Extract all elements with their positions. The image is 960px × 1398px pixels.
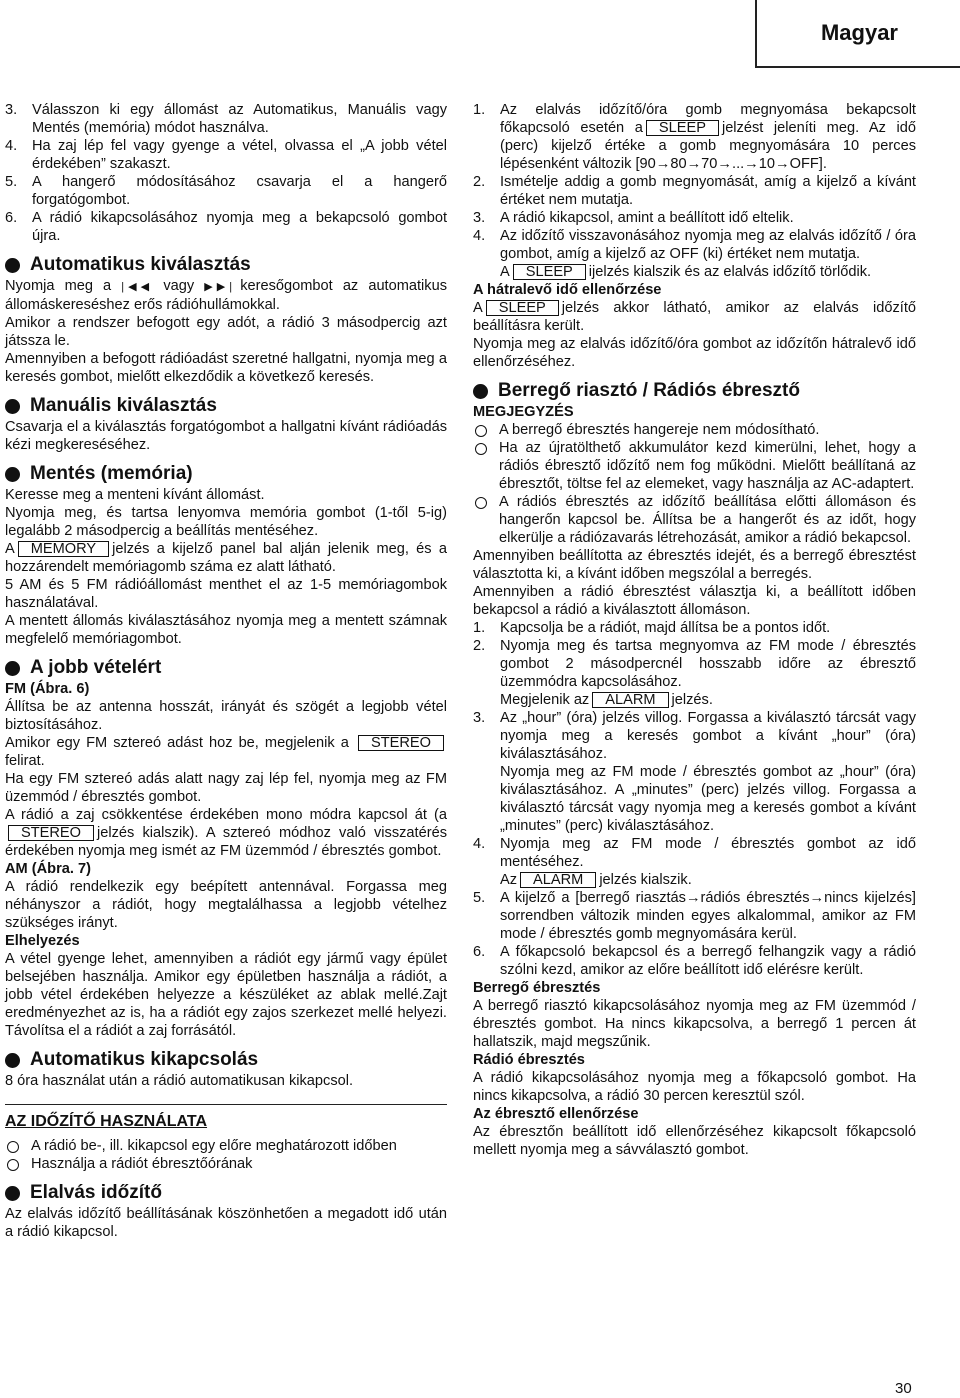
sleep-step-1: 1. Az elalvás időzítő/óra gomb megnyomása bekapcsolt főkapcsoló esetén a SLEEP jelzést jeleníti meg. Az idő (perc) kijelző értéke a gomb megnyomására 10 perces lépésenként változik [90→80→70→...→10→OFF]. (473, 102, 917, 172)
alarm-check-subheading: Az ébresztő ellenőrzése (473, 1106, 639, 1122)
alarm-text-2: Amennyiben a rádió ébresztést választja ki, a beállított időben bekapcsol a rádió a kiválasztott állomáson. (473, 584, 916, 618)
bullet-dot-icon (5, 258, 20, 273)
fm-text-3: Ha egy FM sztereó adás alatt nagy zaj lép fel, nyomja meg az FM üzemmód / ébresztés gombot. (5, 771, 447, 805)
alarm-text-1: Amennyiben beállította az ébresztés idejét, és a berregő ébresztést választotta ki, a kívánt időben megszólal a berregés. (473, 548, 916, 582)
stereo-indicator: STEREO (8, 825, 94, 841)
memory-text-1: Keresse meg a menteni kívánt állomást. (5, 487, 265, 503)
notes-subheading: MEGJEGYZÉS (473, 404, 574, 420)
manual-select-heading: Manuális kiválasztás (5, 394, 447, 418)
remaining-subheading: A hátralevő idő ellenőrzése (473, 282, 662, 298)
right-column (473, 101, 916, 1159)
bullet-dot-icon (5, 661, 20, 676)
next-track-icon: ▶▶| (204, 281, 231, 293)
timer-section-title: AZ IDŐZÍTŐ HASZNÁLATA (5, 1113, 208, 1130)
am-text: A rádió rendelkezik egy beépített antennával. Forgassa meg néhányszor a rádiót, hogy megtalálhassa a legjobb vételhez szükséges irányt. (5, 879, 447, 931)
bullet-dot-icon (5, 467, 20, 482)
bullet-dot-icon (5, 1186, 20, 1201)
note-1: A berregő ébresztés hangereje nem módosítható. (473, 421, 916, 439)
bullet-circle-icon (7, 1141, 19, 1153)
alarm-step-6: 6. A főkapcsoló bekapcsol és a berregő felhangzik vagy a rádió szólni kezd, amikor az előre beállított idő elérésre került. (473, 944, 916, 978)
alarm-step-2: 2. Nyomja meg és tartsa megnyomva az FM mode / ébresztés gombot 2 másodpercnél hosszabb időre az ébresztő üzemmódra kapcsolásához. Megjelenik az ALARM jelzés. (473, 638, 916, 708)
sleep-indicator: SLEEP (486, 300, 559, 316)
location-subheading: Elhelyezés (5, 933, 80, 949)
auto-select-text-3: Amennyiben a befogott rádióadást szeretné hallgatni, nyomja meg a keresés gombot, mielőtt elkezdődik a következő keresés. (5, 351, 447, 385)
alarm-check-text: Az ébresztőn beállított idő ellenőrzéséhez kikapcsolt főkapcsoló mellett nyomja meg a sávválasztó gombot. (473, 1124, 916, 1158)
alarm-step-3: 3. Az „hour” (óra) jelzés villog. Forgassa a kiválasztó tárcsát vagy nyomja meg a keresés gombot a kívánt „hour” (óra) kiválasztásához. Nyomja meg az FM mode / ébresztés gombot az „hour” (óra) kiválasztásához. A „minutes” (perc) jelzés villog. Forgassa a kiválasztó tárcsát vagy nyomja meg a keresés gombot a kívánt „minutes” (perc) kiválasztásához. (473, 710, 916, 834)
sleep-timer-text: Az elalvás időzítő beállításának köszönhetően a megadott idő után a rádió kikapcsol. (5, 1206, 447, 1240)
memory-heading: Mentés (memória) (5, 462, 447, 486)
buzzer-subheading: Berregő ébresztés (473, 980, 601, 996)
buzzer-text: A berregő riasztó kikapcsolásához nyomja meg az FM üzemmód / ébresztés gombot. Ha nincs kikapcsolva, a berregő 1 percen át hallatszik, majd megszűnik. (473, 998, 916, 1050)
note-3: A rádiós ébresztés az időzítő beállítása előtti állomáson és hangerőn kapcsol be. Állítsa be a hangerőt és az időt, hogy elkerülje a rádiózavarás létrehozását, amikor a rádió bekapcsol. (473, 493, 916, 547)
timer-bullet-1: A rádió be-, ill. kikapcsol egy előre meghatározott időben (5, 1137, 447, 1155)
bullet-circle-icon (475, 443, 487, 455)
memory-text-2: Nyomja meg, és tartsa lenyomva memória gombot (1-től 5-ig) legalább 2 másodpercig a beállítás mentéséhez. (5, 505, 447, 539)
left-column (5, 101, 447, 1241)
memory-text-4: 5 AM és 5 FM rádióállomást menthet el az 1-5 memóriagombok használatával. (5, 577, 447, 611)
section-divider (5, 1104, 447, 1105)
sleep-indicator: SLEEP (513, 264, 586, 280)
sleep-step-4: 4. Az időzítő visszavonásához nyomja meg az elalvás időzítő / óra gombot, amíg a kijelző az OFF (ki) értéket nem mutatja. A SLEEP ijelzés kialszik és az elalvás időzítő törlődik. (473, 228, 916, 280)
stereo-indicator: STEREO (358, 735, 444, 751)
manual-select-text: Csavarja el a kiválasztás forgatógombot a hallgatni kívánt rádióadás kézi megkereséséhez. (5, 419, 447, 453)
bullet-circle-icon (7, 1159, 19, 1171)
remaining-text-2: Nyomja meg az elalvás időzítő/óra gombot az időzítőn hátralevő idő ellenőrzéséhez. (473, 336, 916, 370)
bullet-circle-icon (475, 497, 487, 509)
alarm-heading: Berregő riasztó / Rádiós ébresztő (473, 379, 916, 403)
auto-off-heading: Automatikus kikapcsolás (5, 1048, 447, 1072)
sleep-indicator: SLEEP (646, 120, 719, 136)
language-tab (755, 0, 960, 68)
remaining-text-1: A SLEEP jelzés akkor látható, amikor az elalvás időzítő beállításra került. (473, 300, 916, 334)
fm-text-4: A rádió a zaj csökkentése érdekében mono módra kapcsol át (aSTEREO jelzés kialszik). A sztereó módhoz való visszatérés érdekében nyomja meg ismét az FM üzemmód / ébresztés gombot. (5, 807, 447, 859)
am-subheading: AM (Ábra. 7) (5, 861, 91, 877)
auto-off-text: 8 óra használat után a rádió automatikusan kikapcsol. (5, 1073, 354, 1089)
memory-indicator: MEMORY (18, 541, 109, 557)
fm-text-2: Amikor egy FM sztereó adást hoz be, megjelenik a STEREOfelirat. (5, 734, 447, 770)
fm-text-1: Állítsa be az antenna hosszát, irányát és szögét a legjobb vétel biztosításához. (5, 699, 447, 733)
page-number: 30 (895, 1380, 912, 1397)
language-label: Magyar (820, 20, 898, 45)
sleep-timer-heading: Elalvás időzítő (5, 1181, 447, 1205)
bullet-circle-icon (475, 425, 487, 437)
alarm-indicator: ALARM (520, 872, 596, 888)
auto-select-heading: Automatikus kiválasztás (5, 253, 447, 277)
bullet-dot-icon (5, 399, 20, 414)
memory-text-5: A mentett állomás kiválasztásához nyomja meg a mentett számnak megfelelő memóriagombot. (5, 613, 447, 647)
auto-select-text-2: Amikor a rendszer befogott egy adót, a rádió 3 másodpercig azt játssza le. (5, 315, 447, 349)
alarm-step-4: 4. Nyomja meg az FM mode / ébresztés gombot az idő mentéséhez. Az ALARM jelzés kialszik. (473, 836, 916, 888)
step-5: 5. A hangerő módosításához csavarja el a hangerő forgatógombot. (5, 174, 447, 208)
sleep-step-3: 3. A rádió kikapcsol, amint a beállított idő eltelik. (473, 210, 794, 226)
sleep-step-2: 2. Ismételje addig a gomb megnyomását, amíg a kijelző a kívánt értéket nem mutatja. (473, 174, 916, 208)
location-text: A vétel gyenge lehet, amennyiben a rádiót egy jármű vagy épület belsejében használja. Amikor egy épületben használja a rádiót, a jobb vétel érdekében helyezze a készüléket az ablak mellé.Zajt eredményezhet az is, ha a rádiót egy zajos szerkezet mellé helyezi. Távolítsa el a rádiót a zaj forrásától. (5, 951, 447, 1039)
step-4: 4. Ha zaj lép fel vagy gyenge a vétel, olvassa el „A jobb vétel érdekében” szakaszt. (5, 138, 447, 172)
reception-heading: A jobb vételért (5, 656, 447, 680)
note-2: Ha az újratölthető akkumulátor kezd kimerülni, lehet, hogy a rádiós ébresztő időzítő nem fog működni. Mielőtt beállítaná az ébresztőt, töltse fel az elemeket, vagy használja az AC-adaptert. (473, 439, 916, 493)
alarm-step-5: 5. A kijelző a [berregő riasztás→rádiós ébresztés→nincs kijelzés] sorrendben változik minden egyes alkalommal, amikor az FM mode / ébresztés gomb megnyomására kerül. (473, 890, 916, 942)
step-3: 3. Válasszon ki egy állomást az Automatikus, Manuális vagy Mentés (memória) módot használva. (5, 102, 447, 136)
timer-bullet-2: Használja a rádiót ébresztőórának (5, 1155, 447, 1173)
bullet-dot-icon (5, 1053, 20, 1068)
step-6: 6. A rádió kikapcsolásához nyomja meg a bekapcsoló gombot újra. (5, 210, 447, 244)
fm-subheading: FM (Ábra. 6) (5, 681, 90, 697)
radio-alarm-text: A rádió kikapcsolásához nyomja meg a főkapcsoló gombot. Ha nincs kikapcsolva, a rádió 30 percen keresztül szól. (473, 1070, 916, 1104)
auto-select-text-1: Nyomja meg a |◀◀ vagy ▶▶| keresőgombot az automatikus állomáskereséshez erős rádióhullámokkal. (5, 278, 448, 313)
alarm-indicator: ALARM (592, 692, 668, 708)
alarm-step-1: 1. Kapcsolja be a rádiót, majd állítsa be a pontos időt. (473, 620, 831, 636)
memory-text-3: A MEMORY jelzés a kijelző panel bal alján jelenik meg, és a hozzárendelt memóriagomb száma ez alatt látható. (5, 541, 447, 575)
bullet-dot-icon (473, 384, 488, 399)
prev-track-icon: |◀◀ (121, 281, 154, 293)
radio-alarm-subheading: Rádió ébresztés (473, 1052, 585, 1068)
